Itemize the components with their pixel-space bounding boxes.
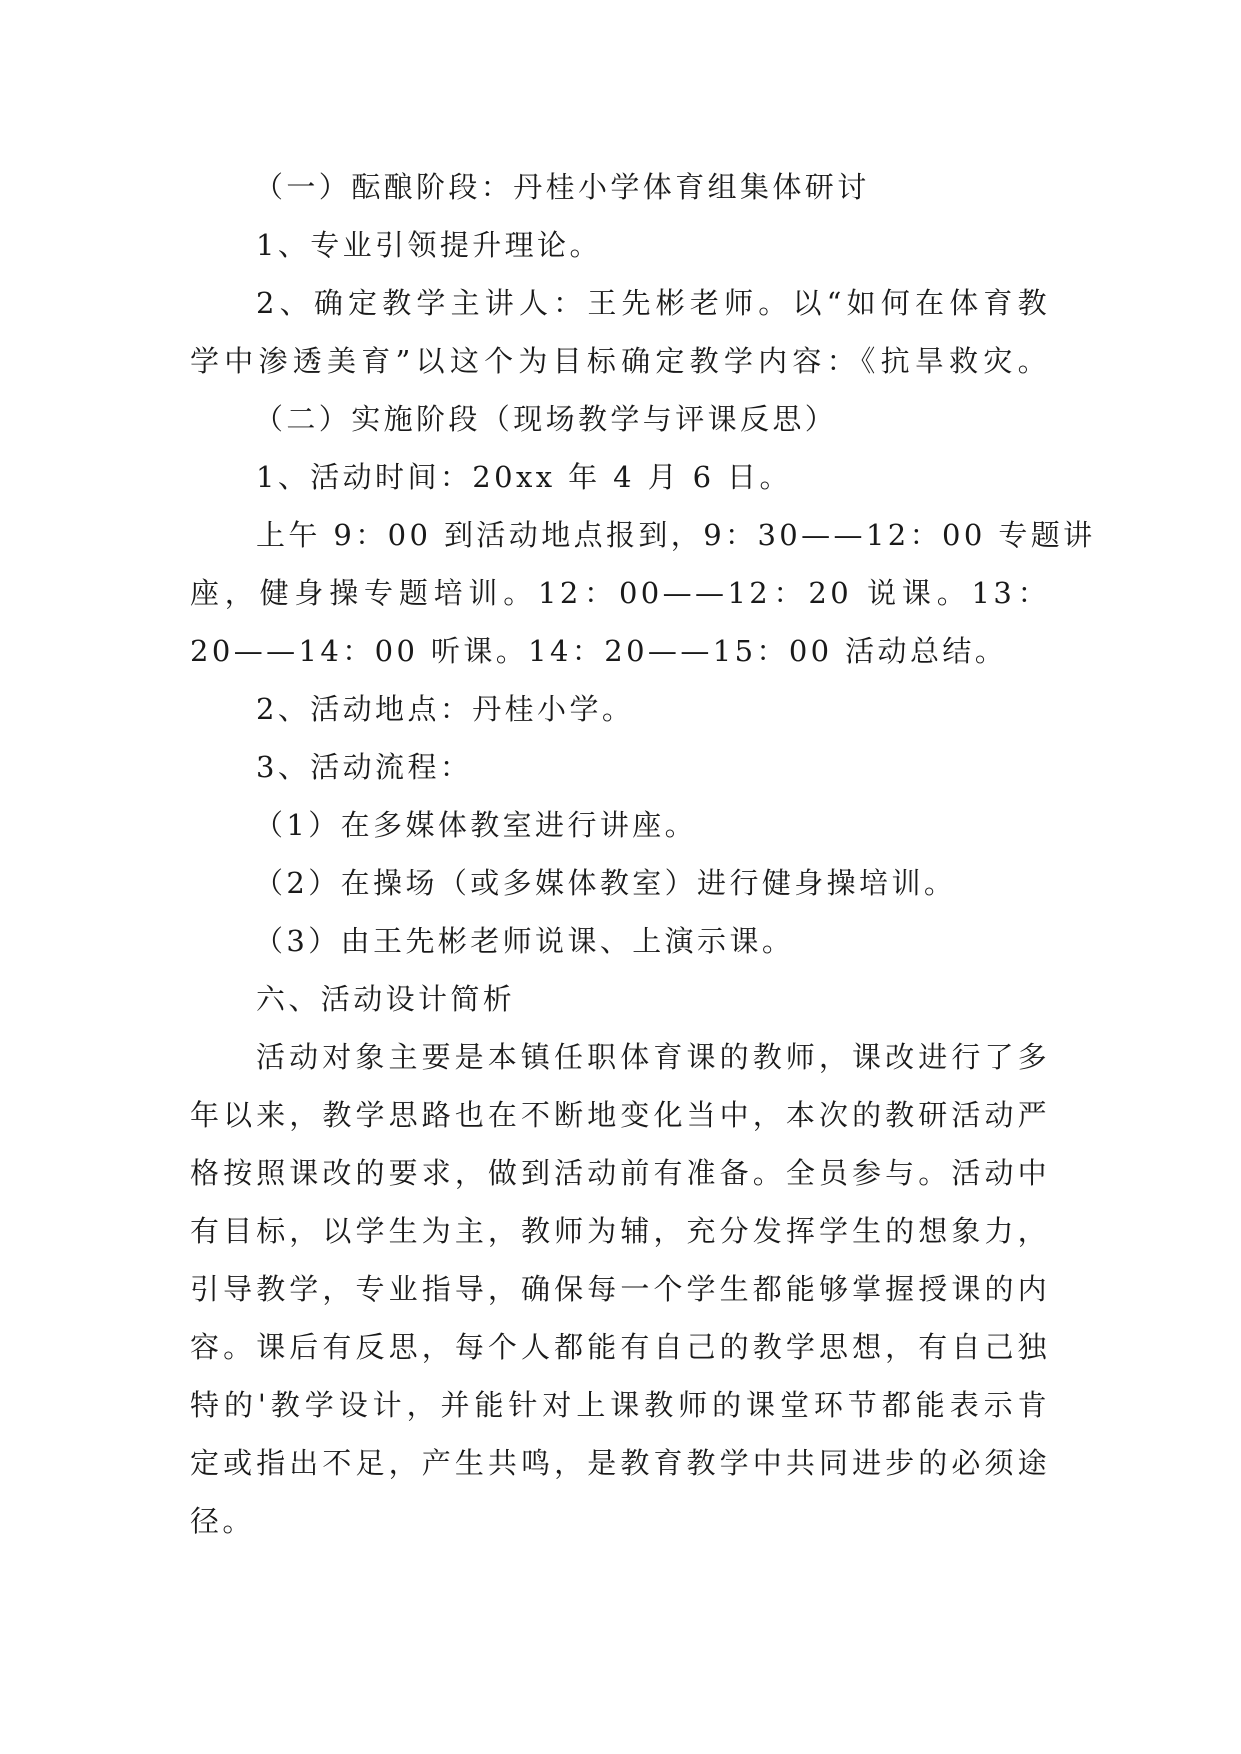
heading-stage-1: （一）酝酿阶段：丹桂小学体育组集体研讨 (254, 170, 870, 204)
paragraph-line: 格按照课改的要求，做到活动前有准备。全员参与。活动中 (190, 1156, 1050, 1190)
paragraph-line: 特的'教学设计，并能针对上课教师的课堂环节都能表示肯 (190, 1388, 1050, 1422)
document-body (190, 158, 1096, 1550)
paragraph-line: 学中渗透美育”以这个为目标确定教学内容：《抗旱救灾。 (190, 344, 1050, 378)
sub-list-item: （3）由王先彬老师说课、上演示课。 (254, 924, 795, 958)
section-heading: 六、活动设计简析 (256, 982, 516, 1016)
paragraph-line: 径。 (190, 1504, 255, 1538)
list-item: 2、活动地点：丹桂小学。 (256, 692, 635, 726)
paragraph-line: 座，健身操专题培训。12：00——12：20 说课。13： (190, 576, 1050, 610)
list-item: 1、活动时间：20xx 年 4 月 6 日。 (256, 460, 792, 494)
paragraph-line: 容。课后有反思，每个人都能有自己的教学思想，有自己独 (190, 1330, 1050, 1364)
paragraph-line: 定或指出不足，产生共鸣，是教育教学中共同进步的必须途 (190, 1446, 1050, 1480)
paragraph-line: 有目标，以学生为主，教师为辅，充分发挥学生的想象力， (190, 1214, 1050, 1248)
sub-list-item: （2）在操场（或多媒体教室）进行健身操培训。 (254, 866, 957, 900)
list-item: 1、专业引领提升理论。 (256, 228, 602, 262)
paragraph-line: 引导教学，专业指导，确保每一个学生都能够掌握授课的内 (190, 1272, 1050, 1306)
sub-list-item: （1）在多媒体教室进行讲座。 (254, 808, 698, 842)
paragraph-line: 活动对象主要是本镇任职体育课的教师，课改进行了多 (256, 1040, 1050, 1074)
paragraph-line: 20——14：00 听课。14：20——15：00 活动总结。 (190, 634, 1008, 668)
paragraph-line: 年以来，教学思路也在不断地变化当中，本次的教研活动严 (190, 1098, 1050, 1132)
paragraph-line: 上午 9：00 到活动地点报到，9：30——12：00 专题讲 (256, 518, 1096, 552)
heading-stage-2: （二）实施阶段（现场教学与评课反思） (254, 402, 838, 436)
paragraph-line: 2、确定教学主讲人：王先彬老师。以“如何在体育教 (256, 286, 1050, 320)
list-item: 3、活动流程： (256, 750, 473, 784)
